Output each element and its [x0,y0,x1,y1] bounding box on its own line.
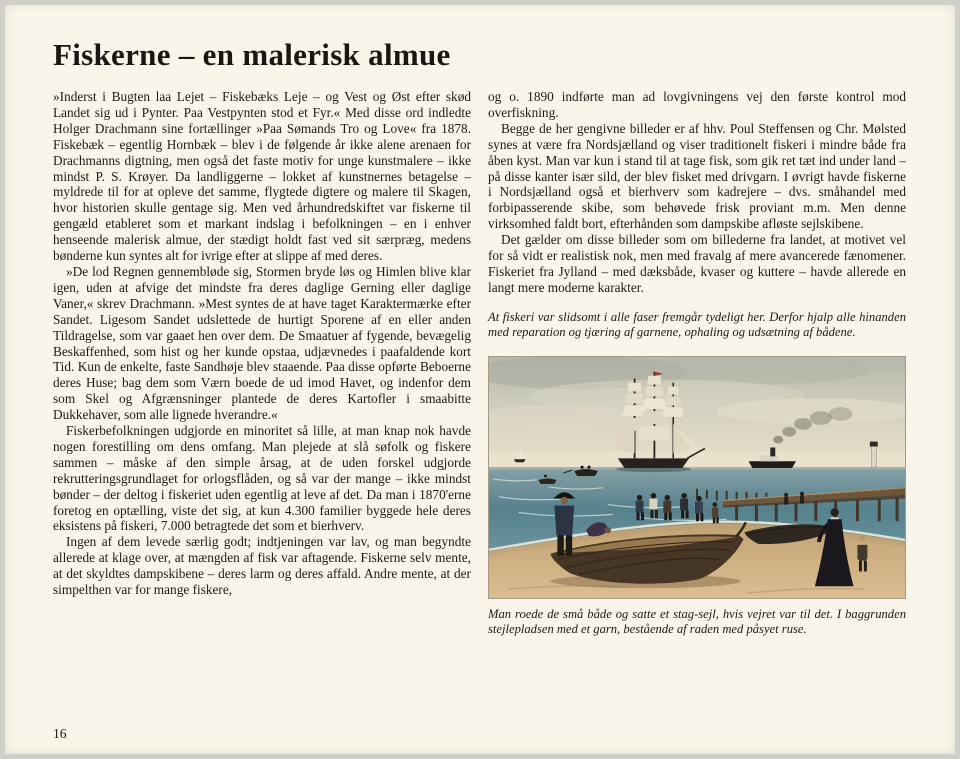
body-paragraph: Begge de her gengivne billeder er af hhv. Poul Steffensen og Chr. Mølsted synes at være fra Nordsjælland og viser traditionelt fiskeri i mindre både fra åben kyst. Man var kun i stand til at tage fisk, som gik ret tæt ind under land – på disse kanter især sild, der blev fisket med drivgarn. I øvrigt havde fiskerne i Nordsjælland også et bierhverv som kadrejere – dvs. småhandel med forbipasserende skibe, som behøvede frisk proviant m.m. Men denne virksomhed faldt bort, efterhånden som dampskibe afløste sejlskibene. [488,120,906,232]
body-paragraph: Ingen af dem levede særlig godt; indtjeningen var lav, og man begyndte allerede at klage over, at mængden af fisk var aftagende. Fiskerne selv mente, at det skyldtes dampskibene – deres larm og deres affald. Andre mente, at der simpelthen var for mange fiskere, [53,534,471,598]
figure-caption: Man roede de små både og satte et stag-sejl, hvis vejret var til det. I baggrunden stejlepladsen med et garn, bestående af raden med påsyet ruse. [488,607,906,637]
book-page [5,5,955,754]
body-paragraph: Fiskerbefolkningen udgjorde en minoritet så lille, at man knap nok havde nogen forestilling om dens omfang. Man plejede at slå søfolk og fiskere sammen – måske af den simple årsag, at de uden forskel udgjorde rekrutteringsgrundlaget for orlogsflåden, og så var der mange – ikke mindst bønder – der deltog i fiskeriet uden egentlig at leve af det. Da man i 1870'erne foretog en optælling, viste det sig, at kun 4.300 familier byggede hele deres eksistens på fiskeri, 7.000 betragtede det som et bierhverv. [53,423,471,534]
italic-note: At fiskeri var slidsomt i alle faser fremgår tydeligt her. Derfor hjalp alle hinanden med reparation og tjæring af garnene, ophaling og udsætning af bådene. [488,309,906,339]
painting-beach-fishing-scene [488,356,906,599]
body-paragraph: »Inderst i Bugten laa Lejet – Fiskebæks Leje – og Vest og Øst efter skød Landet sig ud i Pynter. Paa Vestpynten stod et Fyr.« Med disse ord indledte Holger Drachmann sine fortællinger »Paa Sømands Tro og Love« fra 1878. Fiskebæk – egentlig Hornbæk – blev i de følgende år ikke alene arenaen for Drachmanns digtning, men også det faste motiv for unge kunstmalere – ikke mindst P. S. Krøyer. Da landliggerne – lokket af kunstnernes betagelse – myldrede til for at opleve det samme, flygtede digtere og malere til Skagen, hvor historien skulle gentage sig. Men ved århundredskiftet var fiskerne til gengæld etableret som et markant indslag i befolkningen – en i enhver henseende malerisk almue, der stædigt holdt fast ved sit særpræg, medens bønderne kun syntes alt for ivrige efter at slippe af med deres. [53,89,471,264]
figure-fishing-scene [488,356,906,637]
article-title: Fiskerne – en malerisk almue [53,37,451,72]
page-number: 16 [53,726,67,741]
right-column [488,89,906,638]
left-column [53,89,471,638]
body-paragraph: »De lod Regnen gennembløde sig, Stormen bryde løs og Himlen blive klar igen, uden at afvige det mindste fra deres daglige Gerning eller daglige Vaner,« skrev Drachmann. »Mest syntes de at have taget Karaktermærke efter Sandet. Ligesom Sandet udslettede de hurtigt Sporene af en eller anden Tildragelse, som var gaaet hen over dem. De Smaatuer af fygende, bevægelig Beskaffenhed, som hist og her kunde opstaa, udjævnedes i paafaldende kort Tid. Kun de enkelte, faste Sandhøje blev staaende. Paa disse opførte Beboerne deres Huse; bag dem som Værn boede de ud imod Havet, og indenfor dem som Skel og Afgrænsninger plantede de deres Kartofler i smaabitte Dukkehaver, som alle lignede hverandre.« [53,263,471,423]
body-paragraph: Det gælder om disse billeder som om billederne fra landet, at motivet vel for så vidt er realistisk nok, men med fravalg af mere avancerede fænomener. Fiskeriet fra Jylland – med dæksbåde, kvaser og kuttere – havde allerede en langt mere moderne karakter. [488,232,906,295]
body-paragraph: og o. 1890 indførte man ad lovgivningens vej den første kontrol mod overfiskning. [488,89,906,120]
text-columns [53,89,907,638]
